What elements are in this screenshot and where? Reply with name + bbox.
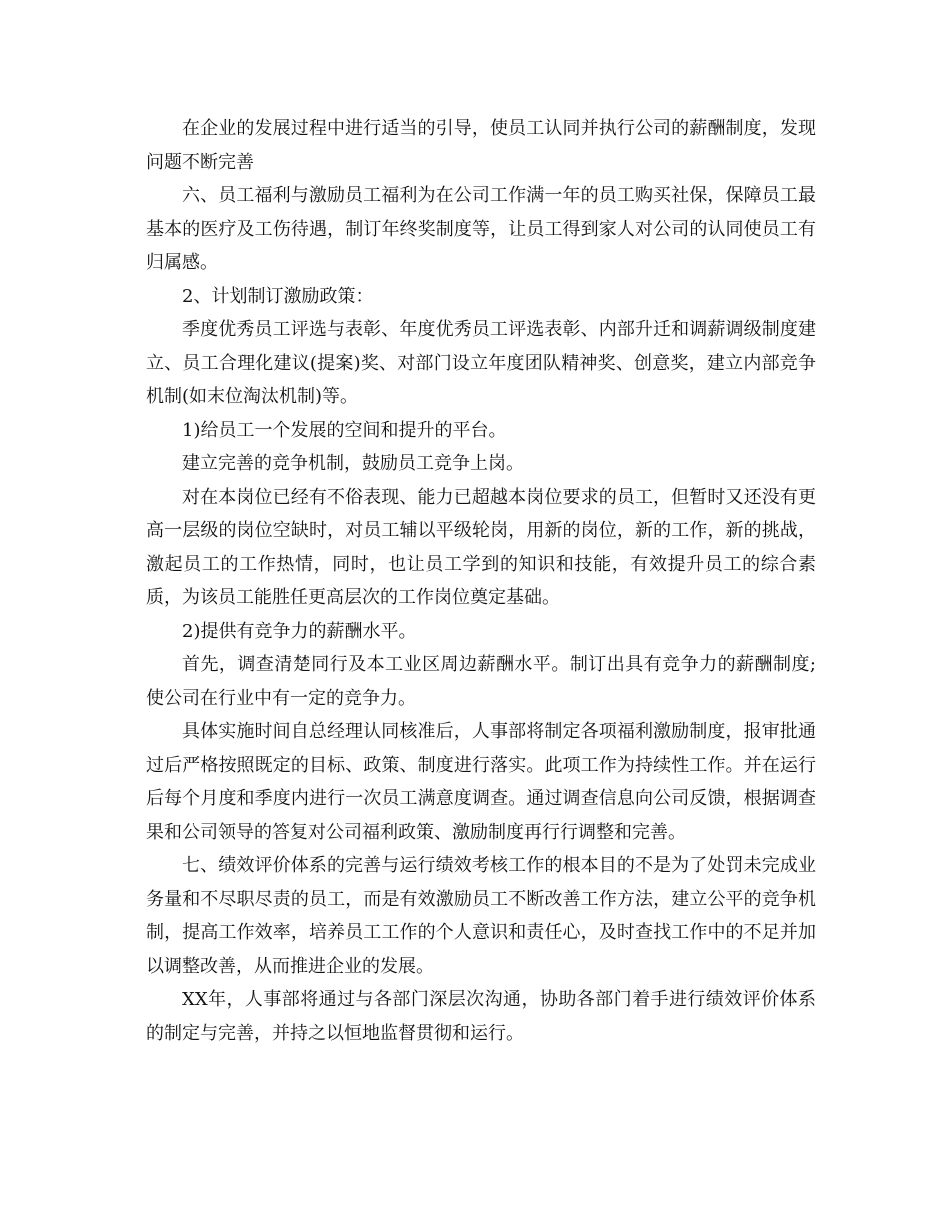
- document-body: [146, 112, 816, 1050]
- paragraph-5: 1)给员工一个发展的空间和提升的平台。: [182, 419, 507, 441]
- paragraph-11: 七、绩效评价体系的完善与运行绩效考核工作的根本目的不是为了处罚未完成业务量和不尽职尽责的员工，而是有效激励员工不断改善工作方法，建立公平的竞争机制，提高工作效率，培养员工工作的个人意识和责任心，及时查找工作中的不足并加以调整改善，从而推进企业的发展。: [146, 855, 816, 977]
- paragraph-8: 2)提供有竞争力的薪酬水平。: [182, 620, 417, 642]
- paragraph-10: 具体实施时间自总经理认同核准后，人事部将制定各项福利激励制度，报审批通过后严格按照既定的目标、政策、制度进行落实。此项工作为持续性工作。并在运行后每个月度和季度内进行一次员工满意度调查。通过调查信息向公司反馈，根据调查果和公司领导的答复对公司福利政策、激励制度再行行调整和完善。: [146, 721, 816, 843]
- paragraph-3: 2、计划制订激励政策：: [182, 285, 374, 307]
- paragraph-1: 在企业的发展过程中进行适当的引导，使员工认同并执行公司的薪酬制度，发现问题不断完善: [146, 118, 816, 173]
- paragraph-9: 首先，调查清楚同行及本工业区周边薪酬水平。制订出具有竞争力的薪酬制度;使公司在行业中有一定的竞争力。: [146, 654, 816, 709]
- paragraph-12: XX年，人事部将通过与各部门深层次沟通，协助各部门着手进行绩效评价体系的制定与完善，并持之以恒地监督贯彻和运行。: [146, 989, 816, 1044]
- paragraph-6: 建立完善的竞争机制，鼓励员工竞争上岗。: [182, 453, 524, 474]
- paragraph-7: 对在本岗位已经有不俗表现、能力已超越本岗位要求的员工，但暂时又还没有更高一层级的岗位空缺时，对员工辅以平级轮岗，用新的岗位，新的工作，新的挑战，激起员工的工作热情，同时，也让员工学到的知识和技能，有效提升员工的综合素质，为该员工能胜任更高层次的工作岗位奠定基础。: [146, 486, 816, 608]
- paragraph-4: 季度优秀员工评选与表彰、年度优秀员工评选表彰、内部升迁和调薪调级制度建立、员工合理化建议(提案)奖、对部门设立年度团队精神奖、创意奖，建立内部竞争机制(如末位淘汰机制)等。: [146, 319, 816, 407]
- paragraph-2: 六、员工福利与激励员工福利为在公司工作满一年的员工购买社保，保障员工最基本的医疗及工伤待遇，制订年终奖制度等，让员工得到家人对公司的认同使员工有归属感。: [146, 185, 816, 273]
